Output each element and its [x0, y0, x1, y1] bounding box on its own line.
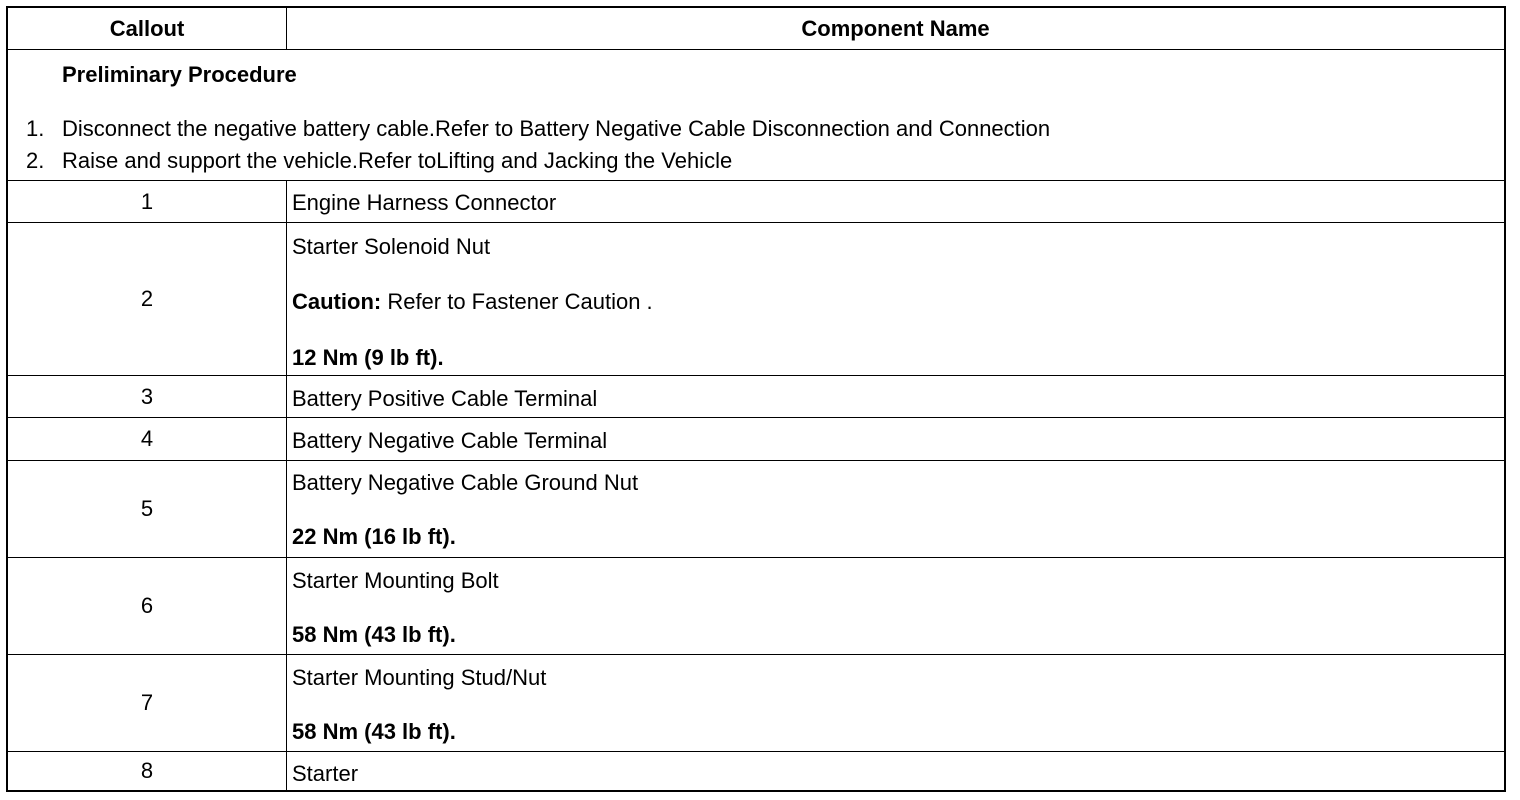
table-row: [8, 655, 1504, 752]
callout-cell: 5: [8, 461, 287, 557]
table-row: [8, 752, 1504, 790]
torque-spec: 58 Nm (43 lb ft).: [292, 622, 456, 647]
component-name: Engine Harness Connector: [292, 190, 557, 215]
callout-cell: 3: [8, 376, 287, 417]
callout-cell: 4: [8, 418, 287, 460]
callout-column-header: Callout: [8, 8, 287, 49]
step-text: Raise and support the vehicle.Refer toLifting and Jacking the Vehicle: [62, 148, 733, 173]
table-row: [8, 461, 1504, 558]
component-name: Starter Solenoid Nut: [292, 234, 491, 259]
component-name: Starter Mounting Bolt: [292, 568, 499, 593]
component-cell: [287, 418, 1504, 460]
table-row: [8, 558, 1504, 655]
step-text: Disconnect the negative battery cable.Refer to Battery Negative Cable Disconnection and Connection: [62, 116, 1051, 141]
component-name: Battery Negative Cable Terminal: [292, 428, 608, 453]
torque-spec: 12 Nm (9 lb ft).: [292, 345, 444, 370]
caution-note: [292, 289, 653, 315]
component-table: [6, 6, 1506, 792]
component-cell: [287, 376, 1504, 417]
table-row: [8, 223, 1504, 376]
callout-cell: 6: [8, 558, 287, 654]
torque-spec: 22 Nm (16 lb ft).: [292, 524, 456, 549]
component-name: Starter: [292, 761, 359, 786]
component-cell: [287, 461, 1504, 557]
component-cell: [287, 655, 1504, 751]
component-name: Battery Negative Cable Ground Nut: [292, 470, 639, 495]
torque-spec: 58 Nm (43 lb ft).: [292, 719, 456, 744]
caution-label: Caution:: [292, 289, 382, 314]
component-name: Battery Positive Cable Terminal: [292, 386, 598, 411]
step-number: 1.: [26, 116, 45, 141]
table-row: [8, 376, 1504, 418]
component-cell: [287, 223, 1504, 375]
component-name-column-header: Component Name: [801, 15, 990, 41]
preliminary-procedure-title: Preliminary Procedure: [62, 62, 297, 87]
table-header-row: [8, 8, 1504, 50]
callout-cell: 1: [8, 181, 287, 222]
caution-text: Refer to Fastener Caution .: [381, 289, 653, 314]
table-row: [8, 418, 1504, 461]
component-cell: [287, 752, 1504, 790]
callout-cell: 8: [8, 752, 287, 790]
step-number: 2.: [26, 148, 45, 173]
table-row: [8, 181, 1504, 223]
preliminary-procedure-row: [8, 50, 1504, 181]
callout-cell: 7: [8, 655, 287, 751]
component-cell: [287, 181, 1504, 222]
component-cell: [287, 558, 1504, 654]
callout-cell: 2: [8, 223, 287, 375]
component-name: Starter Mounting Stud/Nut: [292, 665, 547, 690]
